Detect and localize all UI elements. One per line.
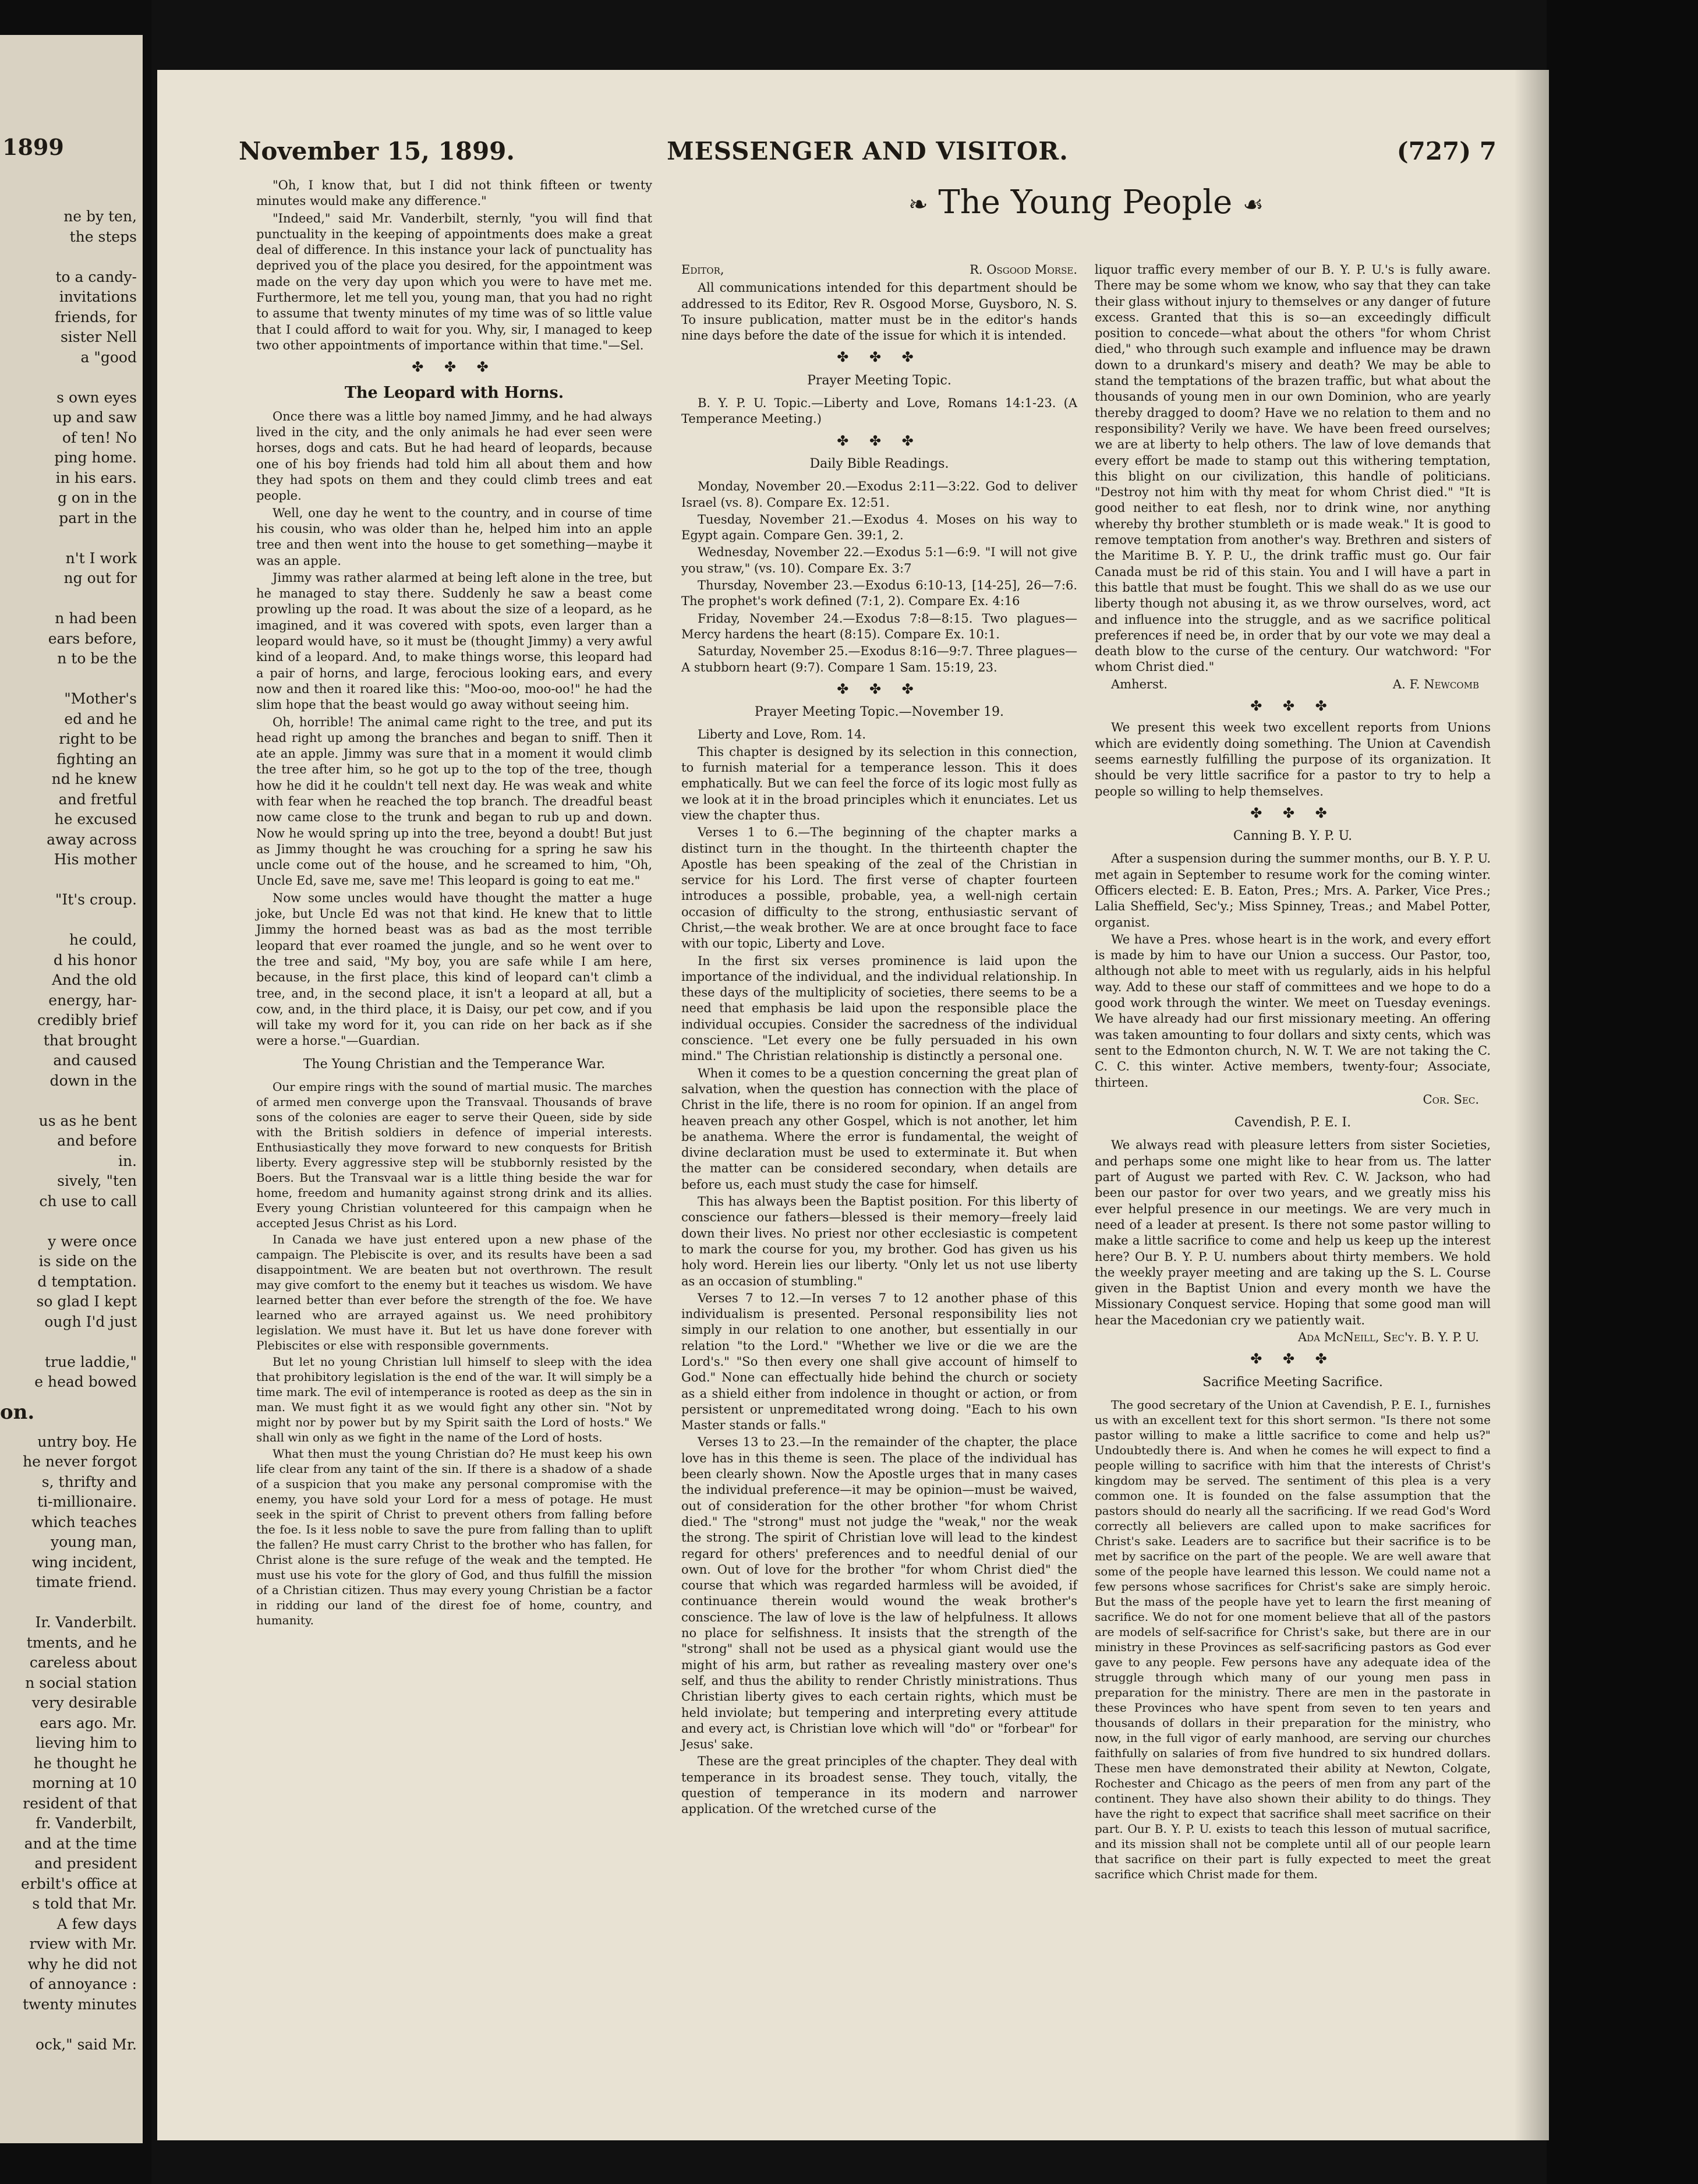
- adjacent-page-line: away across: [47, 831, 137, 848]
- cavendish-report-title: Cavendish, P. E. I.: [1234, 1115, 1352, 1130]
- adjacent-page-line: [0, 1593, 143, 1613]
- daily-readings-list: [681, 479, 1077, 676]
- adjacent-page-line: fighting an: [56, 750, 137, 768]
- prayer-topic-text: B. Y. P. U. Topic.—Liberty and Love, Romans 14:1-23. (A Temperance Meeting.): [681, 396, 1077, 426]
- adjacent-page-line: true laddie,": [45, 1353, 137, 1370]
- adjacent-page-line: "It's croup.: [55, 891, 137, 908]
- paragraph: Well, one day he went to the country, and in course of time his cousin, who was older than he, helped him into an apple tree and then went into the house to get something—maybe it was an apple.: [256, 506, 652, 568]
- adjacent-page-line: untry boy. He: [37, 1433, 137, 1450]
- adjacent-page-line: lieving him to: [36, 1734, 137, 1751]
- paragraph: Oh, horrible! The animal came right to the tree, and put its head right up among the branches and began to sniff. Then it ate an apple. Jimmy was sure that in a moment it would climb the tree after him, so he got up to the top of the tree, though how he did it he couldn't tell next day. He was weak and white with fear when he reached the top branch. The dreadful beast now came close to the trunk and began to rub up and down. Now he would spring up into the tree, beyond a doubt! But just as Jimmy thought he was crouching for a spring he saw his uncle come out of the house, and he screamed to him, "Oh, Uncle Ed, save me, save me! This leopard is going to eat me.": [256, 715, 652, 888]
- adjacent-page-line: which teaches: [31, 1513, 137, 1531]
- adjacent-page-line: ears before,: [48, 630, 137, 647]
- reading-item: Friday, November 24.—Exodus 7:8—8:15. Two plagues—Mercy hardens the heart (8:15). Compare Ex. 10:1.: [681, 611, 1077, 641]
- section-divider-icon: ✤ ✤ ✤: [1250, 698, 1335, 715]
- adjacent-page-line: ough I'd just: [44, 1313, 137, 1330]
- daily-readings-title: Daily Bible Readings.: [809, 456, 949, 471]
- paragraph: This chapter is designed by its selection in this connection, to furnish material for a temperance lesson. This it does emphatically. But we can feel the force of its logic most fully as we look at it in the broad principles which it enunciates. Let us view the chapter thus.: [681, 744, 1077, 822]
- paragraph: The good secretary of the Union at Cavendish, P. E. I., furnishes us with an excellent text for this short sermon. "Is there not some pastor willing to make a little sacrifice to come and help us?" Undoubtedly there is. And when he comes he will expect to find a people willing to sacrifice with him that the interests of Christ's kingdom may be served. The sentiment of this plea is a very common one. It is founded on the false assumption that the pastors should do nearly all the sacrificing. If we read God's Word correctly all believers are called upon to make sacrifices for Christ's sake. Leaders are to sacrifice but their sacrifice is to be met by sacrifice on the part of the people. We are well aware that some of the people have learned this lesson. We could name not a few persons whose sacrifices for Christ's sake are simply heroic. But the mass of the people have yet to learn the first meaning of sacrifice. We do not for one moment believe that all of the pastors are models of self-sacrifice for Christ's sake, but there are in our ministry in these Provinces as self-sacrificing pastors as God ever gave to any people. Few persons have any adequate idea of the struggle through which many of our young men pass in preparation for the ministry. There are men in the pastorate in these Provinces who have spent from seven to ten years and thousands of dollars in their preparation for the ministry, who now, in the full vigor of early manhood, are serving our churches faithfully on salaries of from five hundred to six hundred dollars. These men have demonstrated their ability at Newton, Colgate, Rochester and Chicago as the peers of men from any part of the continent. They have also shown their ability to do things. They have the right to expect that sacrifice shall meet sacrifice on their part. Our B. Y. P. U. exists to teach this lesson of mutual sacrifice, and its mission shall not be complete until all of our people learn that sacrifice on their part is fully expected to meet the great sacrifice which Christ made for them.: [1095, 1397, 1491, 1881]
- section-title-text: The Young People: [938, 183, 1233, 221]
- adjacent-page-line: n had been: [55, 610, 137, 627]
- adjacent-page-line: d temptation.: [37, 1273, 137, 1290]
- signature-place: Amherst.: [1111, 677, 1168, 691]
- paragraph: But let no young Christian lull himself to sleep with the idea that prohibitory legislation is the end of the war. It will simply be a time mark. The evil of intemperance is rooted as deep as the sin in man. We must fight it as we would fight any other sin. "Not by might nor by power but by my Spirit saith the Lord of hosts." We shall win only as we fight in the name of the Lord of hosts.: [256, 1355, 652, 1445]
- paragraph: What then must the young Christian do? He must keep his own life clear from any taint of the sin. If there is a shadow of a shade of a suspicion that you make any personal compromise with the enemy, you have sold your Lord for a mess of potage. He must seek in the spirit of Christ to prevent others from falling before the foe. Is it less noble to save the pure from falling than to uplift the fallen? He must carry Christ to the brother who has fallen, for Christ alone is the sure refuge of the weak and the tempted. He must use his vote for the glory of God, and thus fulfill the mission of a Christian citizen. Thus may every young Christian be a factor in ridding our land of the direst foe of home, country, and humanity.: [256, 1447, 652, 1628]
- adjacent-page-line: y were once: [48, 1232, 137, 1250]
- paragraph: These are the great principles of the chapter. They deal with temperance in its broadest sense. They touch, vitally, the question of temperance in its modern and narrower application. Of the wretched curse of the: [681, 1754, 1077, 1817]
- adjacent-page-line: "Mother's: [64, 690, 137, 707]
- prayer-topic-title: Prayer Meeting Topic.: [807, 373, 951, 388]
- adjacent-page-line: sively, "ten: [57, 1172, 137, 1189]
- column-2: [681, 262, 1077, 1819]
- paragraph: After a suspension during the summer months, our B. Y. P. U. met again in September to resume work for the coming winter. Officers elected: E. B. Eaton, Pres.; Mrs. A. Parker, Vice Pres.; Lalia Sheffield, Sec'y.; Miss Spinney, Treas.; and Mabel Potter, organist.: [1095, 851, 1491, 930]
- adjacent-page-year: 1899: [2, 134, 64, 160]
- adjacent-page-line: nd he knew: [51, 771, 137, 787]
- adjacent-page-line: ng out for: [63, 570, 137, 586]
- paragraph: When it comes to be a question concerning the great plan of salvation, when the question has connection with the place of Christ in the life, there is no room for opinion. If an angel from heaven preach any other Gospel, which is not another, let him be anathema. Where the error is fundamental, the weight of divine declaration must be used to exterminate it. But when the matter can be considered secondary, when details are before us, each must study the case for himself.: [681, 1066, 1077, 1192]
- paragraph: We have a Pres. whose heart is in the work, and every effort is made by him to have our Union a success. Our Pastor, too, although not able to meet with us regularly, aids in his helpful way. Add to these our staff of committees and we hope to do a good work through the winter. We meet on Tuesday evenings. We have already had our first missionary meeting. An offering was taken amounting to four dollars and sixty cents, which was sent to the Edmonton church, N. W. T. We are not taking the C. C. C. this winter. Active members, twenty-four; Associate, thirteen.: [1095, 932, 1491, 1090]
- adjacent-page-line: and caused: [53, 1052, 137, 1069]
- adjacent-page-line: s own eyes: [56, 388, 137, 406]
- adjacent-page-line: timate friend.: [36, 1574, 137, 1591]
- adjacent-page-line: and president: [34, 1855, 137, 1872]
- paragraph: Jimmy was rather alarmed at being left alone in the tree, but he managed to stay there. Suddenly he saw a beast come prowling up the road. It was about the size of a leopard, as he imagined, and it was covered with spots, even larger than a leopard would have, so it must be (thought Jimmy) a very awful kind of a leopard. And, to make things worse, this leopard had a pair of horns, and large, ferocious looking ears, and every now and then it roared like this: "Moo-oo, moo-oo!" he had the slim hope that the beast would go away without seeing him.: [256, 570, 652, 712]
- adjacent-page-line: ears ago. Mr.: [40, 1714, 137, 1731]
- canning-report-signature: Cor. Sec.: [1423, 1092, 1479, 1107]
- adjacent-page-line: us as he bent: [38, 1112, 137, 1129]
- adjacent-page-line: so glad I kept: [36, 1293, 137, 1310]
- section-divider-icon: ✤ ✤ ✤: [837, 432, 922, 449]
- adjacent-page-line: ch use to call: [39, 1192, 137, 1210]
- leaf-ornament-icon: ☙: [1243, 191, 1264, 218]
- adjacent-page-line: ock," said Mr.: [35, 2035, 137, 2053]
- canning-report-title: Canning B. Y. P. U.: [1233, 829, 1353, 844]
- adjacent-page-line: rview with Mr.: [29, 1935, 137, 1952]
- adjacent-page-line: very desirable: [31, 1694, 137, 1711]
- adjacent-page-line: e head bowed: [34, 1373, 137, 1390]
- adjacent-page-line: [0, 528, 143, 549]
- adjacent-page-line: A few days: [56, 1915, 137, 1932]
- adjacent-page-line: erbilt's office at: [21, 1875, 137, 1892]
- adjacent-page-line: ti-millionaire.: [37, 1493, 137, 1510]
- adjacent-page-line: why he did not: [27, 1955, 137, 1973]
- sacrifice-article-title: Sacrifice Meeting Sacrifice.: [1202, 1374, 1383, 1390]
- paragraph: "Oh, I know that, but I did not think fifteen or twenty minutes would make any difference.": [256, 178, 652, 208]
- adjacent-page-line: [0, 589, 143, 609]
- adjacent-page-line: part in the: [59, 509, 137, 526]
- paragraph: This has always been the Baptist position. For this liberty of conscience our fathers—blessed is their memory—freely laid down their lives. No priest nor other ecclesiastic is competent to mark the course for you, my brother. God has given us his holy word. Herein lies our liberty. "Only let us not use liberty as an occasion of stumbling.": [681, 1195, 1077, 1288]
- reading-item: Thursday, November 23.—Exodus 6:10-13, [14-25], 26—7:6. The prophet's work defined (7:1, 2). Compare Ex. 4:16: [681, 578, 1077, 609]
- adjacent-page-line: in.: [118, 1152, 137, 1169]
- scan-background-right: [1547, 0, 1698, 2184]
- section-divider-icon: ✤ ✤ ✤: [412, 359, 497, 376]
- column-1: [256, 178, 652, 1629]
- adjacent-page-line: s, thrifty and: [41, 1473, 137, 1490]
- adjacent-page-line: twenty minutes: [22, 1995, 137, 2013]
- masthead: [239, 137, 1497, 172]
- adjacent-page-line: [0, 367, 143, 388]
- adjacent-page-line: credibly brief: [37, 1012, 137, 1029]
- adjacent-page-lines-top: [0, 207, 143, 1393]
- vanderbilt-story-end: [256, 178, 652, 354]
- paragraph: Now some uncles would have thought the matter a huge joke, but Uncle Ed was not that kind. He knew that to little Jimmy the horned beast was as bad as the most terrible leopard that ever roamed the jungle, and so he went over to the tree and said, "My boy, you are safe while I am here, because, in the first place, this kind of leopard can't climb a tree, and, in the second place, it isn't a leopard at all, but a cow, and, in the third place, it is Daisy, our pet cow, and if you will take my word for it, you can ride on her back as if she were a horse."—Guardian.: [256, 890, 652, 1048]
- paragraph: In Canada we have just entered upon a new phase of the campaign. The Plebiscite is over, and its results have been a sad disappointment. We are beaten but not overthrown. The result may give comfort to the enemy but it teaches us wisdom. We have learned better than ever before the strength of the foe. We have learned who are arrayed against us. We need prohibitory legislation. We must have it. But let us have done forever with Plebiscites or else with responsible governments.: [256, 1232, 652, 1353]
- adjacent-page-lines-bottom: [0, 1432, 143, 2055]
- newspaper-page: [157, 70, 1549, 2140]
- adjacent-page-line: up and saw: [52, 409, 137, 426]
- adjacent-page-line: n't I work: [65, 549, 137, 567]
- adjacent-page-line: of annoyance :: [29, 1976, 137, 1992]
- section-title: [681, 183, 1491, 221]
- sacrifice-article-body: [1095, 1397, 1491, 1882]
- adjacent-page-line: [0, 1211, 143, 1232]
- adjacent-page-line: careless about: [29, 1654, 137, 1671]
- adjacent-page-line: [0, 1091, 143, 1111]
- adjacent-page-line: and fretful: [58, 790, 137, 808]
- reading-item: Saturday, November 25.—Exodus 8:16—9:7. Three plagues—A stubborn heart (9:7). Compare 1 Sam. 15:19, 23.: [681, 644, 1077, 674]
- paragraph: Our empire rings with the sound of martial music. The marches of armed men converge upon the Transvaal. Thousands of brave sons of the colonies are eager to serve their Queen, side by side with the British soldiers in defence of imperial interests. Enthusiastically they move forward to new conquests for British liberty. Every aggressive step will be stubbornly resisted by the Boers. But the Transvaal war is a little thing beside the war for home, freedom and humanity against strong drink and its allies. Every young Christian volunteered for this campaign when he accepted Jesus Christ as his Lord.: [256, 1080, 652, 1231]
- adjacent-page-line: ping home.: [54, 449, 137, 466]
- paragraph: In the first six verses prominence is laid upon the importance of the individual, and the individual relationship. In these days of the multiplicity of societies, there seems to be a need that emphasis be laid upon the responsible place the individual occupies. Consider the sacredness of the individual conscience. "Let every one be fully persuaded in his own mind." The Christian relationship is distinctly a personal one.: [681, 953, 1077, 1063]
- adjacent-page-line: [0, 1332, 143, 1352]
- reading-item: Tuesday, November 21.—Exodus 4. Moses on his way to Egypt again. Compare Gen. 39:1, 2.: [681, 512, 1077, 543]
- adjacent-page-line: the steps: [69, 228, 137, 245]
- adjacent-page-line: [0, 870, 143, 890]
- adjacent-page-line: young man,: [51, 1533, 137, 1550]
- leopard-story-title: The Leopard with Horns.: [344, 383, 564, 402]
- adjacent-page-line: to a candy-: [55, 268, 137, 285]
- cavendish-report-body: We always read with pleasure letters from sister Societies, and perhaps some one might like to hear from us. The latter part of August we parted with Rev. C. W. Jackson, who had been our pastor for over two years, and we greatly miss his ever helpful presence in our meetings. We are very much in need of a leader at present. Is there not some pastor willing to make a little sacrifice to come and help us keep up the interest here? Our B. Y. P. U. numbers about thirty members. We hold the weekly prayer meeting and are taking up the S. L. Course given in the Baptist Union and every month we have the Missionary Conquest service. Hoping that some good man will hear the Macedonian cry we patiently wait.: [1095, 1138, 1491, 1327]
- canning-report-body: [1095, 851, 1491, 1090]
- adjacent-page-line: fr. Vanderbilt,: [36, 1815, 137, 1832]
- adjacent-page-line: resident of that: [23, 1794, 137, 1812]
- reading-item: Monday, November 20.—Exodus 2:11—3:22. God to deliver Israel (vs. 8). Compare Ex. 12:51.: [681, 479, 1077, 510]
- section-divider-icon: ✤ ✤ ✤: [837, 349, 922, 366]
- adjacent-page-line: down in the: [49, 1072, 137, 1089]
- adjacent-page-line: he never forgot: [23, 1453, 137, 1470]
- adjacent-page-line: wing incident,: [31, 1553, 137, 1571]
- adjacent-page-line: and at the time: [24, 1835, 137, 1852]
- leaf-ornament-icon: ❧: [908, 191, 928, 218]
- adjacent-page-line: His mother: [54, 851, 137, 868]
- cavendish-report-signature: Ada McNeill, Sec'y. B. Y. P. U.: [1297, 1330, 1479, 1344]
- adjacent-page-line: right to be: [59, 730, 137, 747]
- section-divider-icon: ✤ ✤ ✤: [1250, 1351, 1335, 1367]
- adjacent-page-line: energy, har-: [48, 991, 137, 1009]
- adjacent-page-line: n to be the: [57, 650, 137, 667]
- adjacent-page-line: friends, for: [54, 308, 137, 326]
- adjacent-page-line: he thought he: [33, 1754, 137, 1772]
- adjacent-page-line: tments, and he: [26, 1634, 137, 1651]
- adjacent-page-line: he excused: [54, 811, 137, 828]
- leopard-story-body: [256, 409, 652, 1049]
- adjacent-page-line: a "good: [80, 348, 137, 366]
- page-number: (727) 7: [1396, 137, 1497, 165]
- adjacent-page-line: Ir. Vanderbilt.: [35, 1614, 137, 1631]
- reading-item: Wednesday, November 22.—Exodus 5:1—6:9. "I will not give you straw," (vs. 10). Compare Ex. 3:7: [681, 545, 1077, 575]
- adjacent-page-line: and before: [57, 1132, 137, 1149]
- adjacent-page-line: [0, 910, 143, 931]
- editor-notice: All communications intended for this department should be addressed to its Editor, Rev R. Osgood Morse, Guysboro, N. S. To insure publication, matter must be in the editor's hands nine days before the date of the issue for which it is intended.: [681, 281, 1077, 343]
- newcomb-article-end: liquor traffic every member of our B. Y. P. U.'s is fully aware. There may be some whom we know, who say that they can take their glass without injury to themselves or any danger of future excess. Granted that this is so—an exceedingly difficult position to concede—what about the others "for whom Christ died," who through such example and influence may be drawn down to a drunkard's misery and death? We may be able to stand the temptations of the brazen traffic, but what about the thousands of young men in our own Dominion, who are yearly thereby dragged to doom? Have we no relation to them and no responsibility? Verily we have. We have been freed ourselves; we are at liberty to help others. The law of love demands that every effort be made to stamp out this withering temptation, this blight on our civilization, this handle of politicians. "Destroy not him with thy meat for whom Christ died." "It is good neither to eat flesh, nor to drink wine, nor anything whereby thy brother stumbleth or is made weak." It is good to remove temptation from another's way. Brethren and sisters of the Maritime B. Y. P. U., the drink traffic must go. Our fair Canada must be rid of this stain. You and I will have a part in this battle that must be fought. This we shall do as we use our liberty though not abusing it, as we throw ourselves, word, act and influence into the struggle, and as we sacrifice political preferences if need be, in order that by our vote we may deal a death blow to the curse of the century. Our watchword: "For whom Christ died.": [1095, 263, 1491, 674]
- adjacent-page-line: [0, 247, 143, 267]
- editor-label: Editor,: [681, 263, 724, 277]
- editor-name: R. Osgood Morse.: [970, 263, 1077, 277]
- signature-name: A. F. Newcomb: [1392, 677, 1479, 691]
- temperance-article-body: [256, 1079, 652, 1628]
- adjacent-page-heading: on.: [0, 1400, 35, 1424]
- publication-title: MESSENGER AND VISITOR.: [667, 137, 1069, 165]
- adjacent-page-line: in his ears.: [55, 469, 137, 486]
- adjacent-page-line: s told that Mr.: [32, 1895, 137, 1912]
- adjacent-page-line: invitations: [59, 288, 137, 305]
- adjacent-page-line: [0, 669, 143, 690]
- paragraph: "Indeed," said Mr. Vanderbilt, sternly, "you will find that punctuality in the keeping of appointments does make a great deal of difference. In this instance your lack of punctuality has deprived you of the place you desired, for the appointment was made on the very day upon which you were to have met me. Furthermore, let me tell you, young man, that you had no right to assume that twenty minutes of my time was of so little value that I could afford to wait for you. Why, sir, I managed to keep two other appointments of importance within that time."—Sel.: [256, 211, 652, 352]
- adjacent-page-line: g on in the: [57, 489, 137, 506]
- paragraph: Verses 1 to 6.—The beginning of the chapter marks a distinct turn in the thought. In the thirteenth chapter the Apostle has been speaking of the zeal of the Christian in service for his Lord. The first verse of chapter fourteen introduces a possible, probable, yea, a well-nigh certain occasion of difficulty to the strong, enthusiastic servant of Christ,—the weak brother. We are at once brought face to face with our topic, Liberty and Love.: [681, 825, 1077, 951]
- editor-line: [681, 262, 1077, 278]
- adjacent-page-line: [0, 2015, 143, 2035]
- nov19-topic-subtitle: Liberty and Love, Rom. 14.: [698, 727, 866, 742]
- issue-date: November 15, 1899.: [239, 137, 515, 165]
- adjacent-page-line: is side on the: [38, 1253, 137, 1270]
- section-divider-icon: ✤ ✤ ✤: [1250, 804, 1335, 821]
- paragraph: Verses 7 to 12.—In verses 7 to 12 another phase of this individualism is presented. Personal responsibility lies not simply in our relation to one another, but essentially in our relation "to the Lord." "Whether we live or die we are the Lord's." "So then every one shall give account of himself to God." None can effectually hide behind the church or society as a shield either from indolence in thought or action, or from persistent or unpremeditated wrong doing. "Each to his own Master stands or falls.": [681, 1291, 1077, 1433]
- adjacent-page-line: ed and he: [64, 710, 137, 727]
- newcomb-signature: [1095, 677, 1491, 692]
- adjacent-page-line: that brought: [43, 1031, 137, 1049]
- adjacent-page-line: sister Nell: [60, 328, 137, 345]
- paragraph: Verses 13 to 23.—In the remainder of the chapter, the place love has in this theme is seen. The place of the individual has been clearly shown. Now the Apostle urges that in many cases the individual preference—it may be opinion—must be waived, out of consideration for the other brother "for whom Christ died." The "strong" must not judge the "weak," nor the weak the strong. The spirit of Christian love will lead to the kindest regard for others' preferences and to needful denial of our own. Out of love for the brother "for whom Christ died" the course that which was regarded harmless will be avoided, if continuance therein would wound the weak brother's conscience. The law of love is the law of helpfulness. It allows no place for selfishness. It insists that the strength of the "strong" shall not be used as a physical giant would use the might of his arm, but rather as revealing mastery over one's self, and thus the ability to render Christly ministrations. Thus Christian liberty gives to each certain rights, which must be held inviolate; but tempering and interpreting every attitude and every act, is Christian love which will "do" or "forbear" for Jesus' sake.: [681, 1435, 1077, 1752]
- temperance-article-title: The Young Christian and the Temperance War.: [303, 1056, 606, 1072]
- nov19-topic-body: [681, 744, 1077, 1818]
- adjacent-page-line: ne by ten,: [63, 208, 137, 225]
- section-divider-icon: ✤ ✤ ✤: [837, 680, 922, 697]
- editor-present-note: We present this week two excellent reports from Unions which are evidently doing something. The Union at Cavendish seems earnestly fulfilling the purpose of its organization. It should be very little sacrifice for a pastor to try to help a people so willing to help themselves.: [1095, 720, 1491, 798]
- adjacent-page-line: d his honor: [53, 951, 137, 969]
- adjacent-page-line: And the old: [51, 971, 137, 988]
- nov19-topic-title: Prayer Meeting Topic.—November 19.: [754, 705, 1004, 720]
- adjacent-page-line: morning at 10: [32, 1775, 137, 1791]
- adjacent-page-line: of ten! No: [62, 429, 137, 446]
- adjacent-page-line: n social station: [25, 1674, 137, 1691]
- paragraph: Once there was a little boy named Jimmy, and he had always lived in the city, and the only animals he had ever seen were horses, dogs and cats. But he had heard of leopards, because one of his boy friends had told him all about them and how they had spots on them and they could climb trees and eat people.: [256, 409, 652, 503]
- adjacent-page-fragment: [0, 35, 143, 2143]
- adjacent-page-line: he could,: [69, 931, 137, 948]
- column-3: [1095, 262, 1491, 1883]
